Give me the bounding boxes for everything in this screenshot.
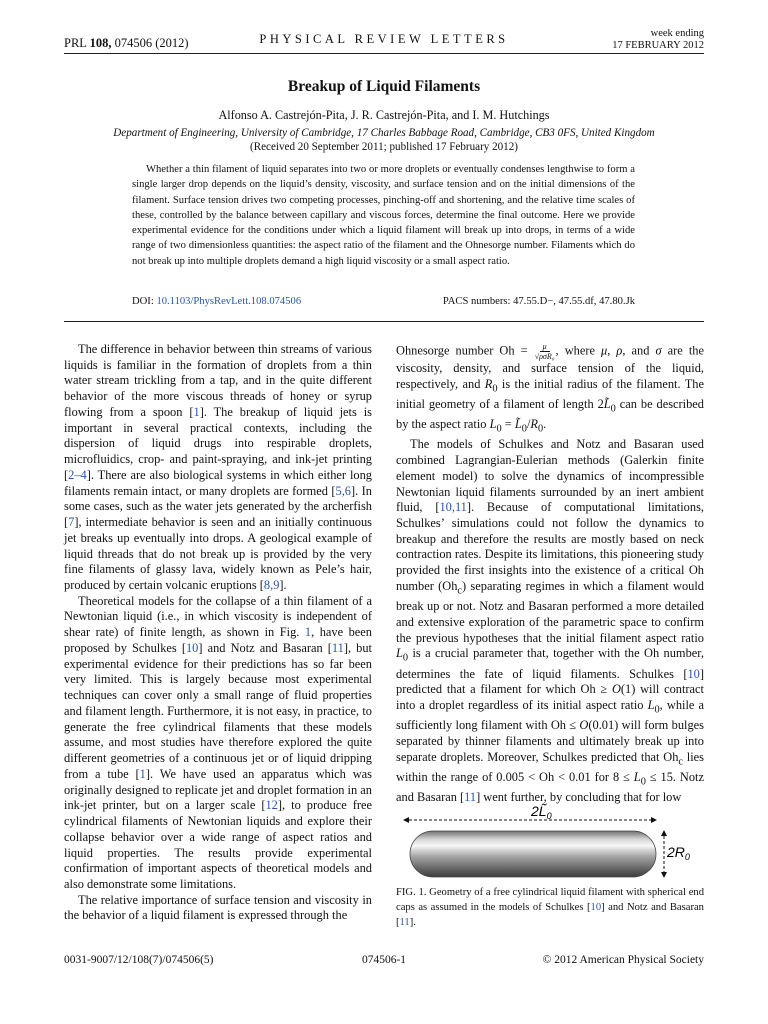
ohnesorge-formula: $\frac{\mu}{\text{√ρσR₀}}$ — [534, 342, 555, 361]
figure-caption: FIG. 1. Geometry of a free cylindrical liquid filament with spherical end caps as assumed in the models of Schulkes [10] and Notz and Basaran [11]. — [396, 887, 704, 928]
reference-link[interactable]: 7 — [68, 515, 75, 530]
journal-reference: PRL 108, 074506 (2012) — [64, 36, 189, 50]
author-list: Alfonso A. Castrejón-Pita, J. R. Castrejón-Pita, and I. M. Hutchings — [218, 108, 550, 122]
figure-link[interactable]: 1 — [304, 625, 312, 640]
reference-link[interactable]: 10 — [590, 902, 602, 913]
filament-diagram — [400, 802, 704, 882]
journal-name: PHYSICAL REVIEW LETTERS — [259, 32, 509, 46]
reference-link[interactable]: 10 — [687, 666, 700, 681]
running-header — [64, 28, 704, 52]
paragraph: Theoretical models for the collapse of a thin filament of a Newtonian liquid (i.e., in which viscosity is independent of shear rate) of finite length, as shown in Fig. 1, have been proposed by Schulkes [10] and Notz and Basaran [11], but experimental evidence for their predictions has so far been very limited. This is largely because most experimental techniques can cover only a small range of fluid properties and filament length. Furthermore, it is not easy, in practice, to generate the free cylindrical filaments that these models assume, and most studies have therefore explored the quite different geometries of a continuous jet or of liquid dripping from a tube [1]. We have used an apparatus which was originally designed to replicate jet and droplet formation in an ink-jet printer, but on a larger scale [12], to produce free cylindrical filaments of Newtonian liquids and explore their collapse behavior over a wide range of aspect ratios and liquid properties. The results provide experimental confirmation of important aspects of theoretical models and also demonstrate some limitations. — [64, 593, 373, 891]
reference-link[interactable]: 1 — [193, 404, 200, 419]
paragraph: The relative importance of surface tension and viscosity in the behavior of a liquid filament is expressed through the — [64, 892, 372, 923]
article-code: 0031-9007/12/108(7)/074506(5) — [64, 954, 214, 966]
paragraph: The difference in behavior between thin streams of various liquids is familiar in the formation of droplets from a thin water stream trickling from a tap, and in the quite different behavior of the more viscous threads of honey or syrup flowing from a spoon [1]. The breakup of liquid jets is important in several practical contexts, including the dispersion of liquid drugs into respirable droplets, microfluidics, crop- and paint-spraying, and ink-jet printing [2–4]. There are also biological systems in which either long filaments remain intact, or many droplets are formed [5,6]. In some cases, such as the water jets generated by the archerfish [7], intermediate behavior is seen and an initially continuous jet breaks up eventually into drops. A geological example of liquid threads that do not break up is provided by the very fine filaments of glassy lava, widely known as Pele’s hair, produced by certain volcanic eruptions [8,9]. — [64, 342, 372, 593]
reference-link[interactable]: 10,11 — [439, 500, 467, 515]
figure-1 — [400, 802, 704, 882]
reference-link[interactable]: 12 — [265, 798, 278, 813]
page-number: 074506-1 — [361, 954, 407, 966]
paragraph: The models of Schulkes and Notz and Basaran used combined Lagrangian-Eulerian methods (Galerkin finite element model) to solve the dynamics of incompressible Newtonian liquid filaments surrounded by an inert ambient fluid, [10,11]. Because of computational limitations, Schulkes’ simulations could not follow the dynamics to breakup and therefore the results are mostly based on neck contraction rates. Despite its limitations, this pioneering study provided the first insights into the existence of a critical Oh number $(Oh_c)$ separating regimes in which a filament would break up or not. Notz and Basaran performed a more detailed and extensive exploration of the parametric space to confirm the previous hypotheses that the initial filament aspect ratio $L_0$ is a crucial parameter that, together with the Oh number, determines the fate of liquid filaments. Schulkes [10] predicted that a filament for which Oh ≥ O(1) will contract into a droplet regardless of its initial aspect ratio $L_0$, while a sufficiently long filament with Oh ≤ O(0.01) will form bulges separated by thinner filaments and ultimately break up into separate droplets. Moreover, Schulkes predicted that $Oh_c$ lies within the range of 0.005 < Oh < 0.01 for $8 \le L_0 \le 15$. Notz and Basaran [11] went further, by concluding that for low — [396, 437, 705, 805]
issue-date: week ending 17 FEBRUARY 2012 — [612, 28, 704, 51]
radius-label: $2R_0$ — [667, 844, 690, 862]
liquid-filament — [410, 831, 656, 877]
header-rule — [64, 53, 704, 54]
right-column — [396, 342, 704, 806]
paragraph: Ohnesorge number Oh = $\frac{\mu}{\text{√ρσR₀}}$ , where μ, ρ, and σ are the viscosity, density, and surface tension of the liquid, respectively, and $R_0$ is the initial radius of the filament. The initial geometry of a filament of length $2L̃_0$ can be described by the aspect ratio $L_0$ = $L̃_0/R_0$. — [396, 342, 704, 435]
doi-line: DOI: 10.1103/PhysRevLett.108.074506 — [132, 296, 302, 307]
reference-link[interactable]: 8,9 — [263, 578, 280, 593]
left-column — [64, 342, 372, 924]
reference-link[interactable]: 1 — [139, 766, 146, 781]
reference-link[interactable]: 2–4 — [68, 467, 87, 482]
reference-link[interactable]: 11 — [399, 917, 410, 928]
affiliation: Department of Engineering, University of Cambridge, 17 Charles Babbage Road, Cambridge, CB3 0FS, United Kingdom — [113, 127, 655, 139]
reference-link[interactable]: 11 — [464, 790, 477, 805]
received-date: (Received 20 September 2011; published 17 February 2012) — [250, 141, 518, 153]
doi-link[interactable]: 10.1103/PhysRevLett.108.074506 — [156, 296, 302, 307]
abstract: Whether a thin filament of liquid separates into two or more droplets or eventually condenses lengthwise to form a single larger drop depends on the liquid’s density, viscosity, and surface tension and on the initial dimensions of the filament. Surface tension drives two competing processes, pinching-off and shortening, and the relative time scales of these, controlled by the balance between capillary and viscous forces, determine the final outcome. Here we provide experimental evidence for the conditions under which a liquid filament will break up into drops, in terms of a wide range of two dimensionless quantities: the aspect ratio of the filament and the Ohnesorge number. Filaments which do not break up into multiple droplets demand a high liquid viscosity or a small aspect ratio. — [132, 164, 635, 267]
abstract-rule — [64, 321, 704, 322]
pacs-numbers: PACS numbers: 47.55.D−, 47.55.df, 47.80.Jk — [442, 296, 635, 307]
paper-title: Breakup of Liquid Filaments — [287, 78, 481, 95]
copyright: © 2012 American Physical Society — [542, 954, 704, 966]
reference-link[interactable]: 5,6 — [335, 483, 351, 498]
reference-link[interactable]: 11 — [331, 640, 344, 655]
reference-link[interactable]: 10 — [185, 640, 199, 655]
length-label: $2L̃_0$ — [531, 803, 552, 821]
